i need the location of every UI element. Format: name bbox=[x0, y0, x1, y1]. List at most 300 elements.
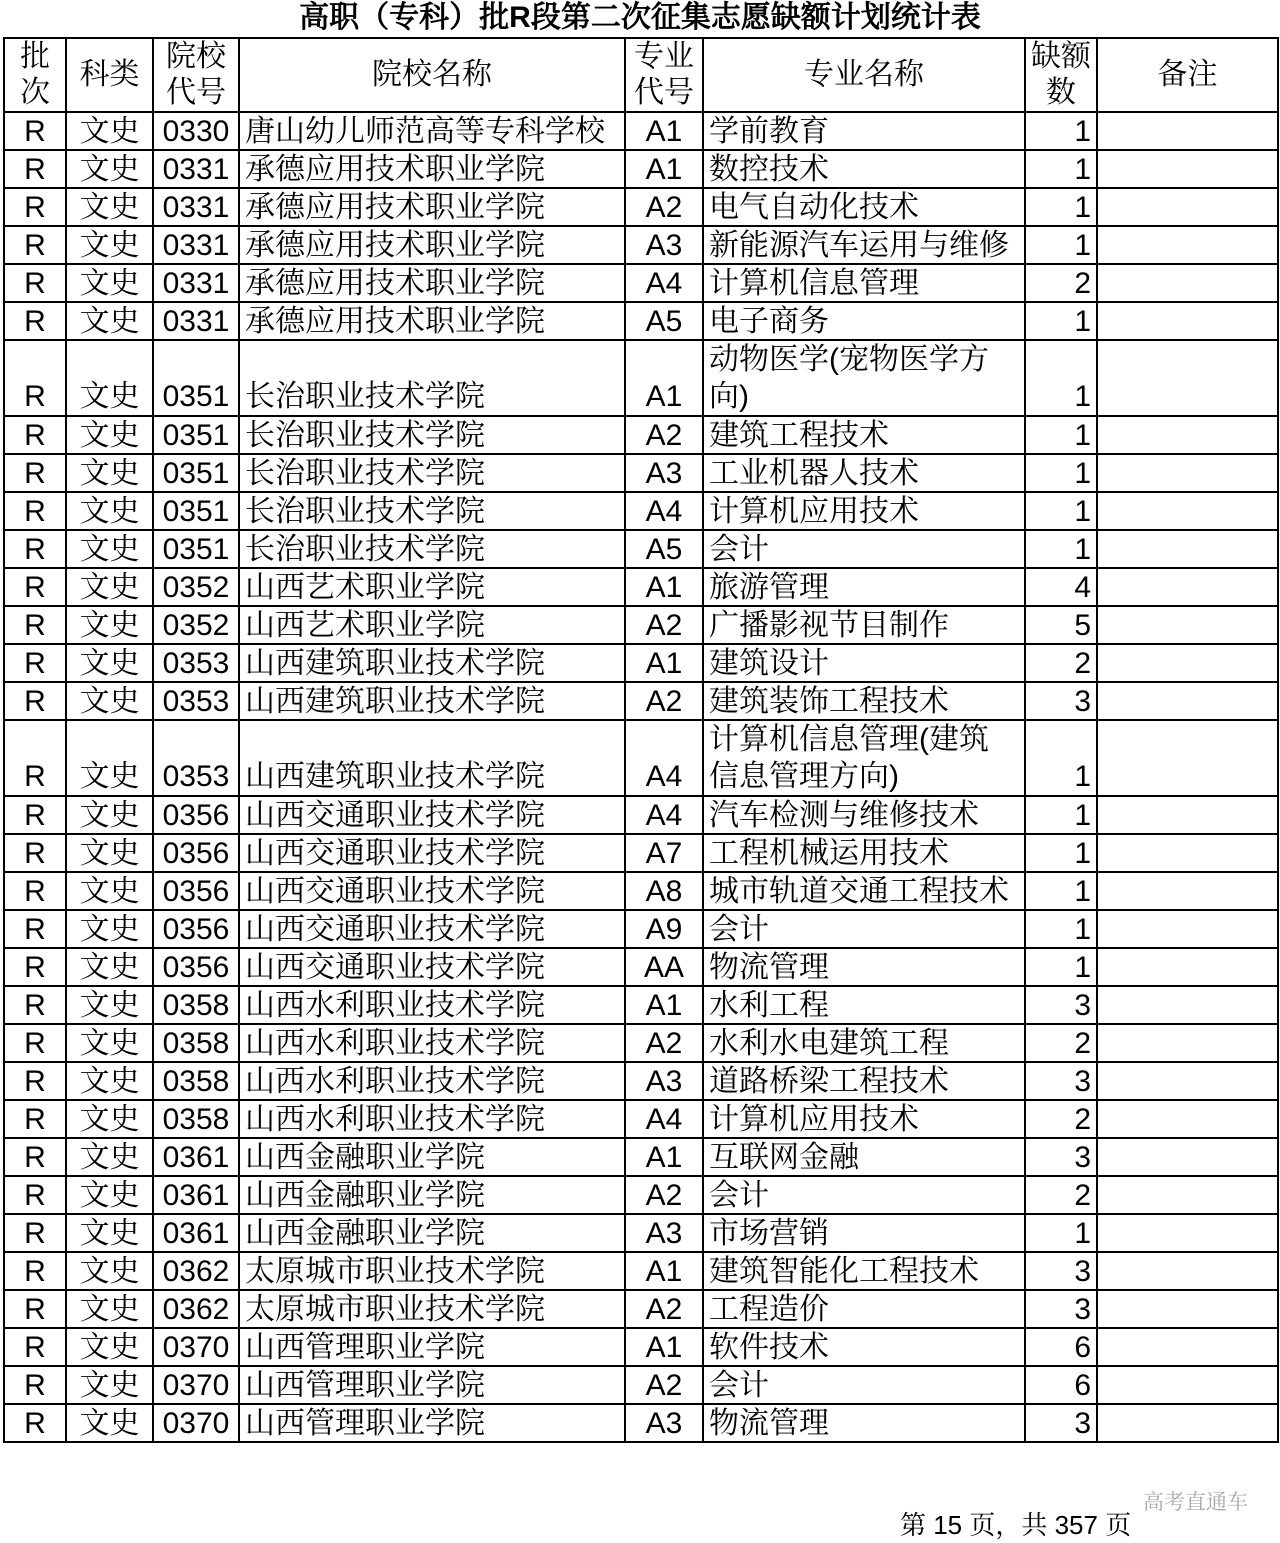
major-name-cell: 会计 bbox=[703, 530, 1025, 568]
table-row bbox=[4, 226, 1278, 264]
school-code-cell: 0353 bbox=[153, 644, 239, 682]
page-number: 第 15 页，共 357 页 bbox=[900, 1510, 1132, 1540]
major-code-cell: A4 bbox=[625, 1100, 703, 1138]
school-code-cell: 0358 bbox=[153, 1062, 239, 1100]
vacancy-cell: 3 bbox=[1025, 986, 1097, 1024]
category-cell: 文史 bbox=[66, 188, 153, 226]
school-code-cell: 0331 bbox=[153, 226, 239, 264]
school-name-cell: 太原城市职业技术学院 bbox=[239, 1252, 625, 1290]
category-cell: 文史 bbox=[66, 834, 153, 872]
category-cell: 文史 bbox=[66, 1366, 153, 1404]
school-name-cell: 山西交通职业技术学院 bbox=[239, 872, 625, 910]
table-row bbox=[4, 948, 1278, 986]
school-code-cell: 0351 bbox=[153, 340, 239, 416]
remarks-cell bbox=[1097, 1024, 1278, 1062]
major-name-cell: 旅游管理 bbox=[703, 568, 1025, 606]
header-remarks: 备注 bbox=[1097, 38, 1278, 112]
school-code-cell: 0331 bbox=[153, 302, 239, 340]
school-name-cell: 长治职业技术学院 bbox=[239, 530, 625, 568]
school-name-cell: 山西水利职业技术学院 bbox=[239, 986, 625, 1024]
major-name-cell: 计算机应用技术 bbox=[703, 1100, 1025, 1138]
vacancy-cell: 1 bbox=[1025, 834, 1097, 872]
category-cell: 文史 bbox=[66, 1252, 153, 1290]
category-cell: 文史 bbox=[66, 340, 153, 416]
remarks-cell bbox=[1097, 834, 1278, 872]
remarks-cell bbox=[1097, 1100, 1278, 1138]
batch-cell: R bbox=[4, 1024, 66, 1062]
batch-cell: R bbox=[4, 796, 66, 834]
table-header-row bbox=[4, 38, 1278, 112]
category-cell: 文史 bbox=[66, 226, 153, 264]
category-cell: 文史 bbox=[66, 150, 153, 188]
batch-cell: R bbox=[4, 872, 66, 910]
table-row bbox=[4, 340, 1278, 416]
school-name-cell: 唐山幼儿师范高等专科学校 bbox=[239, 112, 625, 150]
table-row bbox=[4, 910, 1278, 948]
batch-cell: R bbox=[4, 1404, 66, 1442]
major-code-cell: A2 bbox=[625, 606, 703, 644]
table-row bbox=[4, 416, 1278, 454]
major-name-cell: 道路桥梁工程技术 bbox=[703, 1062, 1025, 1100]
remarks-cell bbox=[1097, 1062, 1278, 1100]
page-title: 高职（专科）批R段第二次征集志愿缺额计划统计表 bbox=[299, 1, 981, 34]
batch-cell: R bbox=[4, 720, 66, 796]
school-code-cell: 0356 bbox=[153, 872, 239, 910]
school-name-cell: 山西建筑职业技术学院 bbox=[239, 644, 625, 682]
vacancy-cell: 1 bbox=[1025, 948, 1097, 986]
table-row bbox=[4, 492, 1278, 530]
school-code-cell: 0351 bbox=[153, 530, 239, 568]
vacancy-cell: 3 bbox=[1025, 1062, 1097, 1100]
remarks-cell bbox=[1097, 606, 1278, 644]
major-code-cell: A5 bbox=[625, 530, 703, 568]
major-name-cell: 市场营销 bbox=[703, 1214, 1025, 1252]
major-name-cell: 会计 bbox=[703, 1176, 1025, 1214]
major-code-cell: A5 bbox=[625, 302, 703, 340]
remarks-cell bbox=[1097, 150, 1278, 188]
school-name-cell: 山西管理职业学院 bbox=[239, 1366, 625, 1404]
school-code-cell: 0352 bbox=[153, 568, 239, 606]
major-code-cell: A1 bbox=[625, 340, 703, 416]
vacancy-cell: 6 bbox=[1025, 1328, 1097, 1366]
vacancy-cell: 1 bbox=[1025, 720, 1097, 796]
batch-cell: R bbox=[4, 910, 66, 948]
remarks-cell bbox=[1097, 1138, 1278, 1176]
table-row bbox=[4, 1176, 1278, 1214]
header-category: 科类 bbox=[66, 38, 153, 112]
remarks-cell bbox=[1097, 416, 1278, 454]
school-name-cell: 承德应用技术职业学院 bbox=[239, 302, 625, 340]
batch-cell: R bbox=[4, 1138, 66, 1176]
school-name-cell: 山西管理职业学院 bbox=[239, 1328, 625, 1366]
batch-cell: R bbox=[4, 530, 66, 568]
remarks-cell bbox=[1097, 226, 1278, 264]
category-cell: 文史 bbox=[66, 416, 153, 454]
major-code-cell: A2 bbox=[625, 1176, 703, 1214]
school-code-cell: 0353 bbox=[153, 720, 239, 796]
vacancy-cell: 1 bbox=[1025, 150, 1097, 188]
batch-cell: R bbox=[4, 568, 66, 606]
category-cell: 文史 bbox=[66, 568, 153, 606]
category-cell: 文史 bbox=[66, 1138, 153, 1176]
category-cell: 文史 bbox=[66, 1404, 153, 1442]
vacancy-cell: 1 bbox=[1025, 796, 1097, 834]
vacancy-cell: 1 bbox=[1025, 910, 1097, 948]
category-cell: 文史 bbox=[66, 1290, 153, 1328]
table-row bbox=[4, 112, 1278, 150]
school-name-cell: 承德应用技术职业学院 bbox=[239, 188, 625, 226]
major-name-cell: 广播影视节目制作 bbox=[703, 606, 1025, 644]
major-code-cell: A1 bbox=[625, 112, 703, 150]
school-code-cell: 0362 bbox=[153, 1290, 239, 1328]
major-code-cell: A1 bbox=[625, 568, 703, 606]
major-name-cell: 电气自动化技术 bbox=[703, 188, 1025, 226]
major-code-cell: A7 bbox=[625, 834, 703, 872]
table-row bbox=[4, 986, 1278, 1024]
table-row bbox=[4, 264, 1278, 302]
remarks-cell bbox=[1097, 1290, 1278, 1328]
vacancy-cell: 1 bbox=[1025, 530, 1097, 568]
school-code-cell: 0353 bbox=[153, 682, 239, 720]
remarks-cell bbox=[1097, 302, 1278, 340]
category-cell: 文史 bbox=[66, 530, 153, 568]
major-code-cell: AA bbox=[625, 948, 703, 986]
major-name-cell: 计算机信息管理(建筑 信息管理方向) bbox=[703, 720, 1025, 796]
vacancy-cell: 1 bbox=[1025, 492, 1097, 530]
school-code-cell: 0361 bbox=[153, 1176, 239, 1214]
major-name-cell: 建筑智能化工程技术 bbox=[703, 1252, 1025, 1290]
major-code-cell: A8 bbox=[625, 872, 703, 910]
school-code-cell: 0331 bbox=[153, 150, 239, 188]
major-name-cell: 建筑设计 bbox=[703, 644, 1025, 682]
table-row bbox=[4, 150, 1278, 188]
school-name-cell: 长治职业技术学院 bbox=[239, 416, 625, 454]
remarks-cell bbox=[1097, 1366, 1278, 1404]
major-code-cell: A2 bbox=[625, 416, 703, 454]
major-code-cell: A2 bbox=[625, 1290, 703, 1328]
remarks-cell bbox=[1097, 530, 1278, 568]
table-row bbox=[4, 1252, 1278, 1290]
batch-cell: R bbox=[4, 1328, 66, 1366]
category-cell: 文史 bbox=[66, 796, 153, 834]
school-code-cell: 0351 bbox=[153, 416, 239, 454]
school-code-cell: 0358 bbox=[153, 986, 239, 1024]
major-name-cell: 计算机信息管理 bbox=[703, 264, 1025, 302]
table-row bbox=[4, 188, 1278, 226]
table-row bbox=[4, 606, 1278, 644]
school-name-cell: 山西建筑职业技术学院 bbox=[239, 682, 625, 720]
major-code-cell: A1 bbox=[625, 1138, 703, 1176]
school-name-cell: 山西水利职业技术学院 bbox=[239, 1024, 625, 1062]
school-name-cell: 山西艺术职业学院 bbox=[239, 606, 625, 644]
vacancy-cell: 3 bbox=[1025, 1290, 1097, 1328]
major-name-cell: 物流管理 bbox=[703, 948, 1025, 986]
table-row bbox=[4, 1024, 1278, 1062]
vacancy-cell: 2 bbox=[1025, 264, 1097, 302]
major-name-cell: 工程机械运用技术 bbox=[703, 834, 1025, 872]
major-name-cell: 水利工程 bbox=[703, 986, 1025, 1024]
category-cell: 文史 bbox=[66, 302, 153, 340]
major-name-cell: 计算机应用技术 bbox=[703, 492, 1025, 530]
school-name-cell: 山西水利职业技术学院 bbox=[239, 1100, 625, 1138]
table-row bbox=[4, 1214, 1278, 1252]
major-code-cell: A2 bbox=[625, 188, 703, 226]
major-name-cell: 软件技术 bbox=[703, 1328, 1025, 1366]
school-name-cell: 长治职业技术学院 bbox=[239, 454, 625, 492]
school-name-cell: 山西交通职业技术学院 bbox=[239, 834, 625, 872]
major-code-cell: A3 bbox=[625, 1062, 703, 1100]
major-code-cell: A1 bbox=[625, 644, 703, 682]
batch-cell: R bbox=[4, 1290, 66, 1328]
header-batch: 批 次 bbox=[4, 38, 66, 112]
table-row bbox=[4, 1100, 1278, 1138]
major-name-cell: 互联网金融 bbox=[703, 1138, 1025, 1176]
table-row bbox=[4, 1404, 1278, 1442]
remarks-cell bbox=[1097, 1176, 1278, 1214]
table-row bbox=[4, 644, 1278, 682]
table-row bbox=[4, 1138, 1278, 1176]
remarks-cell bbox=[1097, 910, 1278, 948]
major-code-cell: A1 bbox=[625, 986, 703, 1024]
table-row bbox=[4, 302, 1278, 340]
table-row bbox=[4, 872, 1278, 910]
vacancy-cell: 2 bbox=[1025, 1024, 1097, 1062]
table-row bbox=[4, 1366, 1278, 1404]
vacancy-cell: 1 bbox=[1025, 112, 1097, 150]
batch-cell: R bbox=[4, 226, 66, 264]
vacancy-cell: 1 bbox=[1025, 226, 1097, 264]
school-name-cell: 山西艺术职业学院 bbox=[239, 568, 625, 606]
remarks-cell bbox=[1097, 1252, 1278, 1290]
vacancy-cell: 1 bbox=[1025, 1214, 1097, 1252]
vacancy-cell: 1 bbox=[1025, 302, 1097, 340]
major-code-cell: A2 bbox=[625, 1024, 703, 1062]
vacancy-cell: 2 bbox=[1025, 644, 1097, 682]
remarks-cell bbox=[1097, 644, 1278, 682]
batch-cell: R bbox=[4, 188, 66, 226]
watermark: 高考直通车 bbox=[1143, 1491, 1248, 1514]
batch-cell: R bbox=[4, 264, 66, 302]
table-row bbox=[4, 530, 1278, 568]
school-code-cell: 0370 bbox=[153, 1404, 239, 1442]
batch-cell: R bbox=[4, 682, 66, 720]
vacancy-cell: 1 bbox=[1025, 454, 1097, 492]
batch-cell: R bbox=[4, 1214, 66, 1252]
category-cell: 文史 bbox=[66, 948, 153, 986]
vacancy-cell: 3 bbox=[1025, 682, 1097, 720]
remarks-cell bbox=[1097, 492, 1278, 530]
school-name-cell: 山西管理职业学院 bbox=[239, 1404, 625, 1442]
school-code-cell: 0356 bbox=[153, 834, 239, 872]
header-school-code: 院校 代号 bbox=[153, 38, 239, 112]
major-name-cell: 水利水电建筑工程 bbox=[703, 1024, 1025, 1062]
school-name-cell: 承德应用技术职业学院 bbox=[239, 226, 625, 264]
school-name-cell: 山西水利职业技术学院 bbox=[239, 1062, 625, 1100]
category-cell: 文史 bbox=[66, 910, 153, 948]
vacancy-cell: 2 bbox=[1025, 1176, 1097, 1214]
header-major-name: 专业名称 bbox=[703, 38, 1025, 112]
major-code-cell: A4 bbox=[625, 492, 703, 530]
major-name-cell: 建筑工程技术 bbox=[703, 416, 1025, 454]
school-name-cell: 山西交通职业技术学院 bbox=[239, 948, 625, 986]
remarks-cell bbox=[1097, 264, 1278, 302]
category-cell: 文史 bbox=[66, 454, 153, 492]
major-name-cell: 物流管理 bbox=[703, 1404, 1025, 1442]
school-name-cell: 山西金融职业学院 bbox=[239, 1138, 625, 1176]
major-name-cell: 建筑装饰工程技术 bbox=[703, 682, 1025, 720]
school-code-cell: 0361 bbox=[153, 1214, 239, 1252]
major-name-cell: 新能源汽车运用与维修 bbox=[703, 226, 1025, 264]
remarks-cell bbox=[1097, 720, 1278, 796]
school-code-cell: 0331 bbox=[153, 188, 239, 226]
vacancy-cell: 3 bbox=[1025, 1252, 1097, 1290]
remarks-cell bbox=[1097, 1214, 1278, 1252]
batch-cell: R bbox=[4, 1366, 66, 1404]
remarks-cell bbox=[1097, 1328, 1278, 1366]
school-code-cell: 0331 bbox=[153, 264, 239, 302]
major-code-cell: A3 bbox=[625, 1214, 703, 1252]
school-name-cell: 长治职业技术学院 bbox=[239, 492, 625, 530]
header-major-code: 专业 代号 bbox=[625, 38, 703, 112]
major-code-cell: A1 bbox=[625, 1328, 703, 1366]
school-name-cell: 承德应用技术职业学院 bbox=[239, 150, 625, 188]
table-row bbox=[4, 454, 1278, 492]
major-code-cell: A4 bbox=[625, 720, 703, 796]
header-vacancy: 缺额 数 bbox=[1025, 38, 1097, 112]
remarks-cell bbox=[1097, 1404, 1278, 1442]
batch-cell: R bbox=[4, 492, 66, 530]
remarks-cell bbox=[1097, 112, 1278, 150]
category-cell: 文史 bbox=[66, 264, 153, 302]
category-cell: 文史 bbox=[66, 986, 153, 1024]
category-cell: 文史 bbox=[66, 492, 153, 530]
school-code-cell: 0351 bbox=[153, 492, 239, 530]
table-row bbox=[4, 1328, 1278, 1366]
table-row bbox=[4, 682, 1278, 720]
school-name-cell: 承德应用技术职业学院 bbox=[239, 264, 625, 302]
category-cell: 文史 bbox=[66, 720, 153, 796]
batch-cell: R bbox=[4, 340, 66, 416]
category-cell: 文史 bbox=[66, 606, 153, 644]
batch-cell: R bbox=[4, 1176, 66, 1214]
school-code-cell: 0352 bbox=[153, 606, 239, 644]
major-code-cell: A4 bbox=[625, 796, 703, 834]
school-code-cell: 0370 bbox=[153, 1366, 239, 1404]
major-name-cell: 汽车检测与维修技术 bbox=[703, 796, 1025, 834]
batch-cell: R bbox=[4, 606, 66, 644]
category-cell: 文史 bbox=[66, 1176, 153, 1214]
major-name-cell: 电子商务 bbox=[703, 302, 1025, 340]
category-cell: 文史 bbox=[66, 112, 153, 150]
school-name-cell: 山西金融职业学院 bbox=[239, 1214, 625, 1252]
major-name-cell: 动物医学(宠物医学方 向) bbox=[703, 340, 1025, 416]
category-cell: 文史 bbox=[66, 1062, 153, 1100]
vacancy-cell: 2 bbox=[1025, 1100, 1097, 1138]
major-name-cell: 会计 bbox=[703, 1366, 1025, 1404]
vacancy-cell: 3 bbox=[1025, 1404, 1097, 1442]
major-code-cell: A3 bbox=[625, 226, 703, 264]
category-cell: 文史 bbox=[66, 682, 153, 720]
batch-cell: R bbox=[4, 416, 66, 454]
school-code-cell: 0356 bbox=[153, 948, 239, 986]
major-code-cell: A3 bbox=[625, 1404, 703, 1442]
major-code-cell: A2 bbox=[625, 682, 703, 720]
major-code-cell: A1 bbox=[625, 1252, 703, 1290]
batch-cell: R bbox=[4, 112, 66, 150]
school-code-cell: 0361 bbox=[153, 1138, 239, 1176]
header-school-name: 院校名称 bbox=[239, 38, 625, 112]
school-name-cell: 太原城市职业技术学院 bbox=[239, 1290, 625, 1328]
vacancy-plan-table bbox=[3, 37, 1279, 1443]
major-name-cell: 会计 bbox=[703, 910, 1025, 948]
batch-cell: R bbox=[4, 948, 66, 986]
batch-cell: R bbox=[4, 1062, 66, 1100]
major-name-cell: 城市轨道交通工程技术 bbox=[703, 872, 1025, 910]
school-code-cell: 0358 bbox=[153, 1024, 239, 1062]
major-code-cell: A3 bbox=[625, 454, 703, 492]
vacancy-cell: 1 bbox=[1025, 188, 1097, 226]
vacancy-cell: 6 bbox=[1025, 1366, 1097, 1404]
table-row bbox=[4, 1290, 1278, 1328]
major-code-cell: A4 bbox=[625, 264, 703, 302]
major-code-cell: A1 bbox=[625, 150, 703, 188]
remarks-cell bbox=[1097, 872, 1278, 910]
category-cell: 文史 bbox=[66, 872, 153, 910]
school-code-cell: 0356 bbox=[153, 796, 239, 834]
school-name-cell: 长治职业技术学院 bbox=[239, 340, 625, 416]
category-cell: 文史 bbox=[66, 1024, 153, 1062]
school-name-cell: 山西金融职业学院 bbox=[239, 1176, 625, 1214]
vacancy-cell: 1 bbox=[1025, 872, 1097, 910]
school-code-cell: 0351 bbox=[153, 454, 239, 492]
major-name-cell: 工业机器人技术 bbox=[703, 454, 1025, 492]
category-cell: 文史 bbox=[66, 644, 153, 682]
school-code-cell: 0370 bbox=[153, 1328, 239, 1366]
school-code-cell: 0356 bbox=[153, 910, 239, 948]
remarks-cell bbox=[1097, 188, 1278, 226]
vacancy-cell: 4 bbox=[1025, 568, 1097, 606]
school-name-cell: 山西交通职业技术学院 bbox=[239, 910, 625, 948]
vacancy-cell: 5 bbox=[1025, 606, 1097, 644]
category-cell: 文史 bbox=[66, 1214, 153, 1252]
batch-cell: R bbox=[4, 644, 66, 682]
school-name-cell: 山西交通职业技术学院 bbox=[239, 796, 625, 834]
table-row bbox=[4, 568, 1278, 606]
remarks-cell bbox=[1097, 948, 1278, 986]
remarks-cell bbox=[1097, 986, 1278, 1024]
vacancy-cell: 1 bbox=[1025, 416, 1097, 454]
batch-cell: R bbox=[4, 1252, 66, 1290]
school-code-cell: 0358 bbox=[153, 1100, 239, 1138]
category-cell: 文史 bbox=[66, 1100, 153, 1138]
batch-cell: R bbox=[4, 834, 66, 872]
batch-cell: R bbox=[4, 1100, 66, 1138]
remarks-cell bbox=[1097, 340, 1278, 416]
major-code-cell: A2 bbox=[625, 1366, 703, 1404]
major-name-cell: 数控技术 bbox=[703, 150, 1025, 188]
table-row bbox=[4, 720, 1278, 796]
major-name-cell: 工程造价 bbox=[703, 1290, 1025, 1328]
table-row bbox=[4, 834, 1278, 872]
vacancy-cell: 1 bbox=[1025, 340, 1097, 416]
table-row bbox=[4, 1062, 1278, 1100]
remarks-cell bbox=[1097, 454, 1278, 492]
school-name-cell: 山西建筑职业技术学院 bbox=[239, 720, 625, 796]
batch-cell: R bbox=[4, 302, 66, 340]
major-code-cell: A9 bbox=[625, 910, 703, 948]
batch-cell: R bbox=[4, 454, 66, 492]
remarks-cell bbox=[1097, 682, 1278, 720]
